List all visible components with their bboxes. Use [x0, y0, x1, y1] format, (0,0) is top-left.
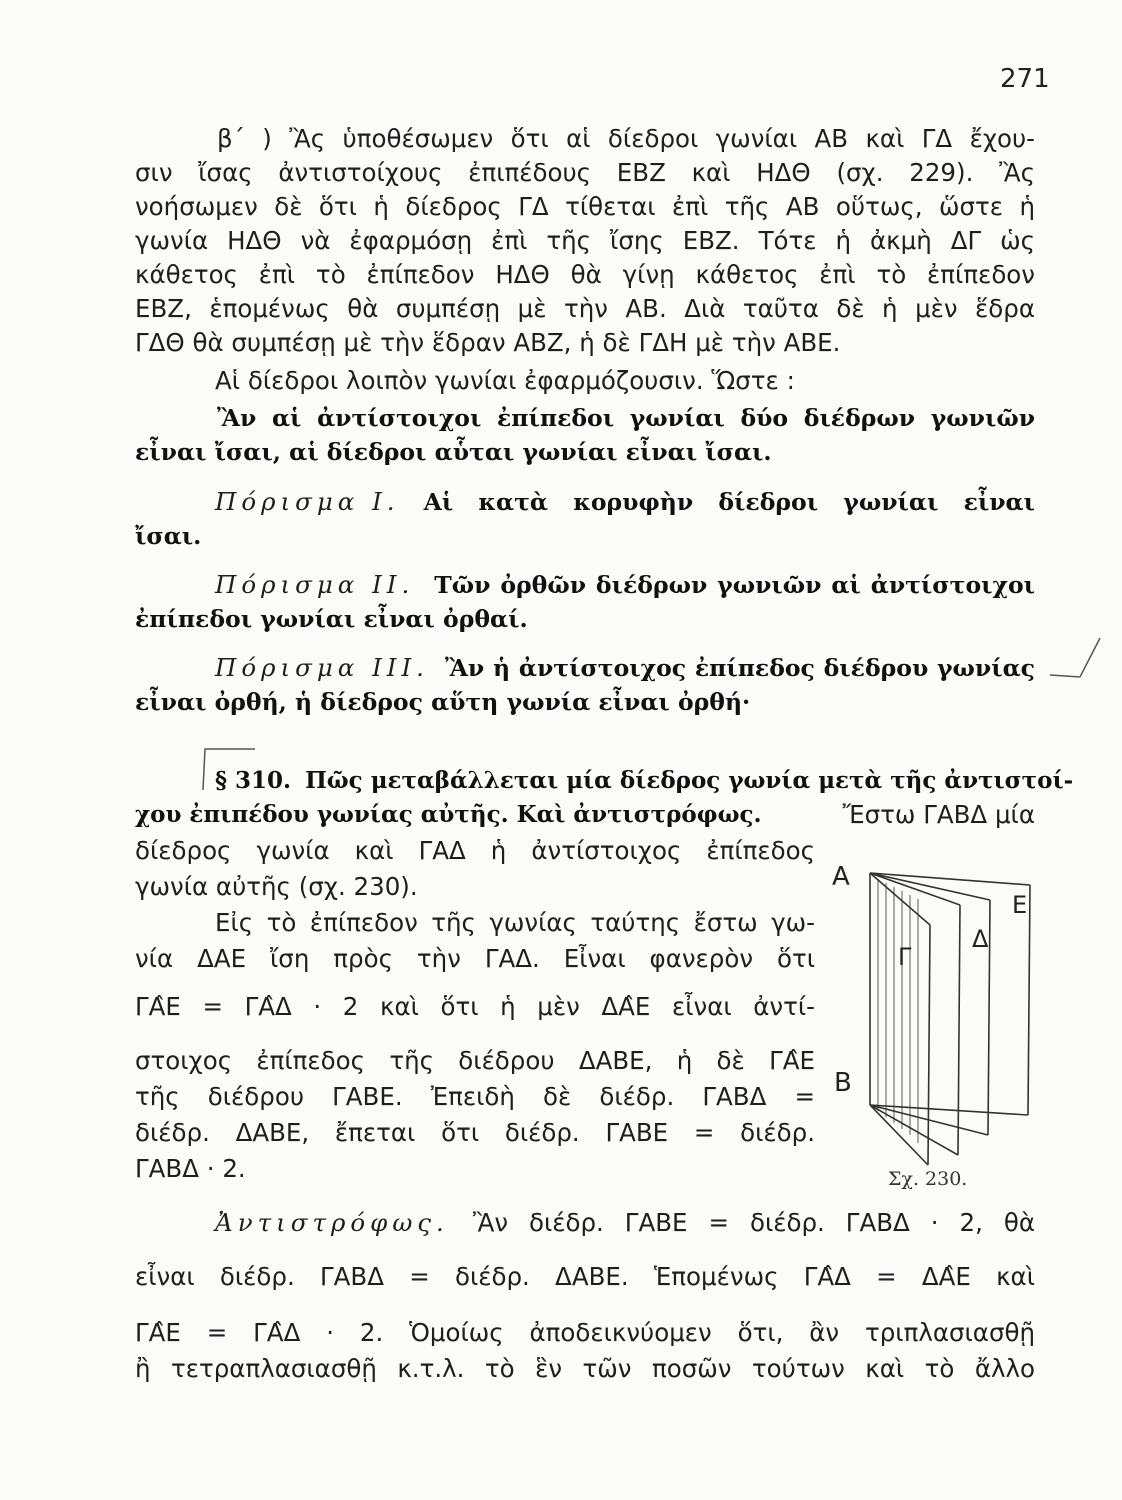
text-line: ΓΑ̂Ε = ΓΑ̂Δ · 2. Ὁμοίως ἀποδεικνύομεν ὅτι, ἂν τριπλασιασθῇ [135, 1318, 1035, 1347]
text-line: γωνία ΗΔΘ νὰ ἐφαρμόσῃ ἐπὶ τῆς ἴσης ΕΒΖ. Τότε ἡ ἀκμὴ ΔΓ ὡς [135, 226, 1035, 255]
text-line: ΕΒΖ, ἑπομένως θὰ συμπέσῃ μὲ τὴν ΑΒ. Διὰ ταῦτα δὲ ἡ μὲν ἕδρα [135, 294, 1035, 323]
text-line: εἶναι διέδρ. ΓΑΒΔ = διέδρ. ΔΑΒΕ. Ἑπομένως ΓΑ̂Δ = ΔΑ̂Ε καὶ [135, 1262, 1035, 1291]
text-line: δίεδρος γωνία καὶ ΓΑΔ ἡ ἀντίστοιχος ἐπίπεδος [135, 836, 815, 865]
label-B: Β [834, 1068, 852, 1098]
label-D: Δ [972, 925, 989, 953]
text-line: τῆς διέδρου ΓΑΒΕ. Ἐπειδὴ δὲ διέδρ. ΓΑΒΔ = [135, 1082, 815, 1111]
porisma-text: ἐπίπεδοι γωνίαι εἶναι ὀρθαί. [135, 605, 528, 633]
section-number: § 310. [215, 767, 292, 794]
text-line: σιν ἴσας ἀντιστοίχους ἐπιπέδους ΕΒΖ καὶ ΗΔΘ (σχ. 229). Ἂς [135, 158, 1035, 187]
section-title: χου ἐπιπέδου γωνίας αὐτῆς. Καὶ ἀντιστρόφως. [135, 801, 762, 828]
text-line: Ἔστω ΓΑΒΔ μία [842, 800, 1035, 829]
text-line: ἢ τετραπλασιασθῇ κ.τ.λ. τὸ ἓν τῶν ποσῶν τούτων καὶ τὸ ἄλλο [135, 1354, 1035, 1383]
margin-mark-icon [1040, 630, 1110, 690]
theorem-line: Ἂν αἱ ἀντίστοιχοι ἐπίπεδοι γωνίαι δύο διέδρων γωνιῶν [217, 404, 1035, 432]
text-line: β΄ ) Ἂς ὑποθέσωμεν ὅτι αἱ δίεδροι γωνίαι ΑΒ καὶ ΓΔ ἔχου- [217, 124, 1035, 153]
porisma-label: Πόρισμα II. [215, 570, 415, 599]
text-line: ΓΑ̂Ε = ΓΑ̂Δ · 2 καὶ ὅτι ἡ μὲν ΔΑ̂Ε εἶναι ἀντί- [135, 992, 815, 1021]
text-line: ΓΑΒΔ · 2. [135, 1154, 246, 1183]
label-A: Α [832, 862, 850, 892]
text-line: ΓΔΘ θὰ συμπέσῃ μὲ τὴν ἕδραν ΑΒΖ, ἡ δὲ ΓΔΗ μὲ τὴν ΑΒΕ. [135, 328, 841, 357]
porisma-text: Τῶν ὀρθῶν διέδρων γωνιῶν αἱ ἀντίστοιχοι [434, 571, 1035, 599]
label-E: Ε [1012, 891, 1028, 919]
text-line: στοιχος ἐπίπεδος τῆς διέδρου ΔΑΒΕ, ἡ δὲ ΓΑ̂Ε [135, 1046, 815, 1075]
text-line: γωνία αὐτῆς (σχ. 230). [135, 872, 418, 901]
text-line: κάθετος ἐπὶ τὸ ἐπίπεδον ΗΔΘ θὰ γίνῃ κάθετος ἐπὶ τὸ ἐπίπεδον [135, 260, 1035, 289]
section-title: Πῶς μεταβάλλεται μία δίεδρος γωνία μετὰ τῆς ἀντιστοί- [305, 767, 1074, 794]
porisma-text: Ἂν ἡ ἀντίστοιχος ἐπίπεδος διέδρου γωνίας [444, 654, 1035, 682]
text-line: νοήσωμεν δὲ ὅτι ἡ δίεδρος ΓΔ τίθεται ἐπὶ τῆς ΑΒ οὕτως, ὥστε ἡ [135, 192, 1035, 221]
theorem-line: εἶναι ἴσαι, αἱ δίεδροι αὗται γωνίαι εἶναι ἴσαι. [135, 438, 772, 466]
text-line: Εἰς τὸ ἐπίπεδον τῆς γωνίας ταύτης ἔστω γω- [215, 908, 815, 937]
porisma-label: Πόρισμα III. [215, 653, 429, 682]
porisma-text: Αἱ κατὰ κορυφὴν δίεδροι γωνίαι εἶναι [423, 488, 1035, 516]
porisma-text: ἴσαι. [135, 522, 202, 550]
figure-230 [830, 855, 1040, 1195]
conclusion: Αἱ δίεδροι λοιπὸν γωνίαι ἐφαρμόζουσιν. Ὥστε : [215, 366, 795, 395]
text-line: νία ΔΑΕ ἴση πρὸς τὴν ΓΑΔ. Εἶναι φανερὸν ὅτι [135, 944, 815, 973]
text-line: Ἂν διέδρ. ΓΑΒΕ = διέδρ. ΓΑΒΔ · 2, θὰ [472, 1208, 1035, 1237]
text-line: διέδρ. ΔΑΒΕ, ἔπεται ὅτι διέδρ. ΓΑΒΕ = διέδρ. [135, 1118, 815, 1147]
porisma-text: εἶναι ὀρθή, ἡ δίεδρος αὕτη γωνία εἶναι ὀρθή· [135, 688, 751, 716]
figure-caption: Σχ. 230. [888, 1168, 968, 1190]
label-G: Γ [898, 943, 912, 971]
antistrofos-label: Ἀντιστρόφως. [215, 1208, 449, 1237]
porisma-label: Πόρισμα I. [215, 487, 400, 516]
page-number: 271 [1000, 64, 1050, 94]
